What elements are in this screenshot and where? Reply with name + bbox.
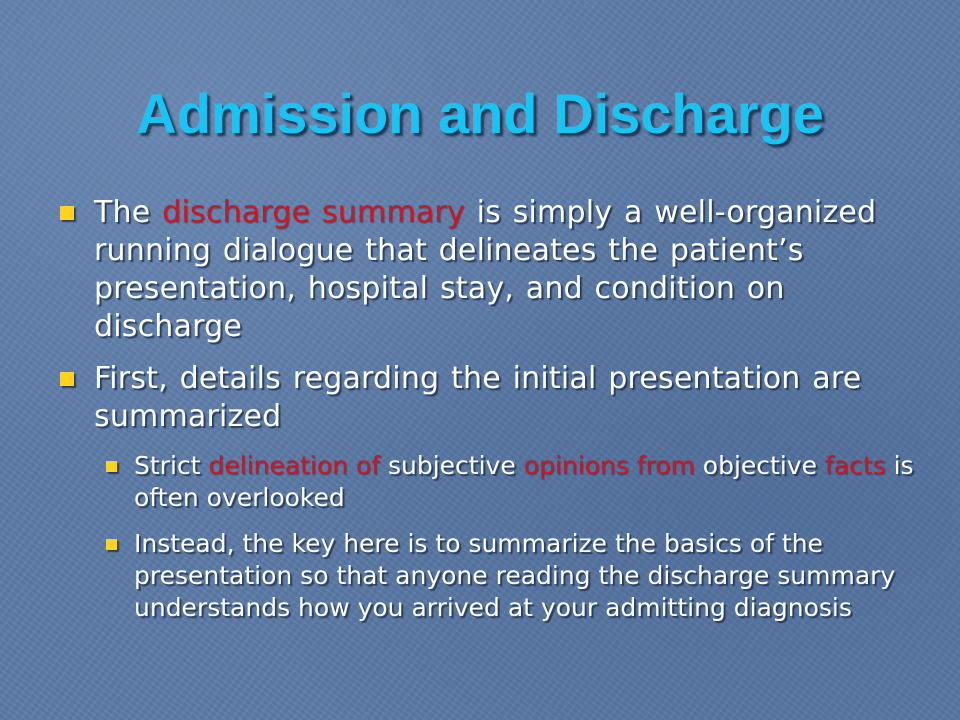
bullet-text: objective [694,451,825,480]
bullet-text: Instead, the key here is to summarize the basics of the presentation so that anyone reading the discharge summary understands how you arrived at your admitting diagnosis [134,529,896,622]
slide-title: Admission and Discharge [136,82,824,145]
bullet-discharge-summary [60,194,920,346]
bullet-text: subjective [380,451,524,480]
square-bullet-icon [106,461,117,472]
sub-bullet-strict-delineation [106,450,920,514]
highlight-text: delineation of [208,451,381,480]
bullet-initial-presentation [60,360,920,436]
highlight-text: discharge summary [162,195,465,230]
bullet-text: The [94,195,163,230]
bullet-text: First, details regarding the initial presentation are summarized [94,361,862,434]
highlight-text: opinions from [523,451,695,480]
bullet-text: is simply a well-organized running dialogue that delineates the patient’s presentation, hospital stay, and condition on discharge [94,195,877,344]
square-bullet-icon [60,206,74,220]
highlight-text: facts [824,451,886,480]
square-bullet-icon [60,372,74,386]
square-bullet-icon [106,539,117,550]
sub-bullet-instead [106,528,920,624]
bullet-text: is often overlooked [134,451,914,512]
bullet-text: Strict [134,451,209,480]
slide-body [60,194,920,624]
